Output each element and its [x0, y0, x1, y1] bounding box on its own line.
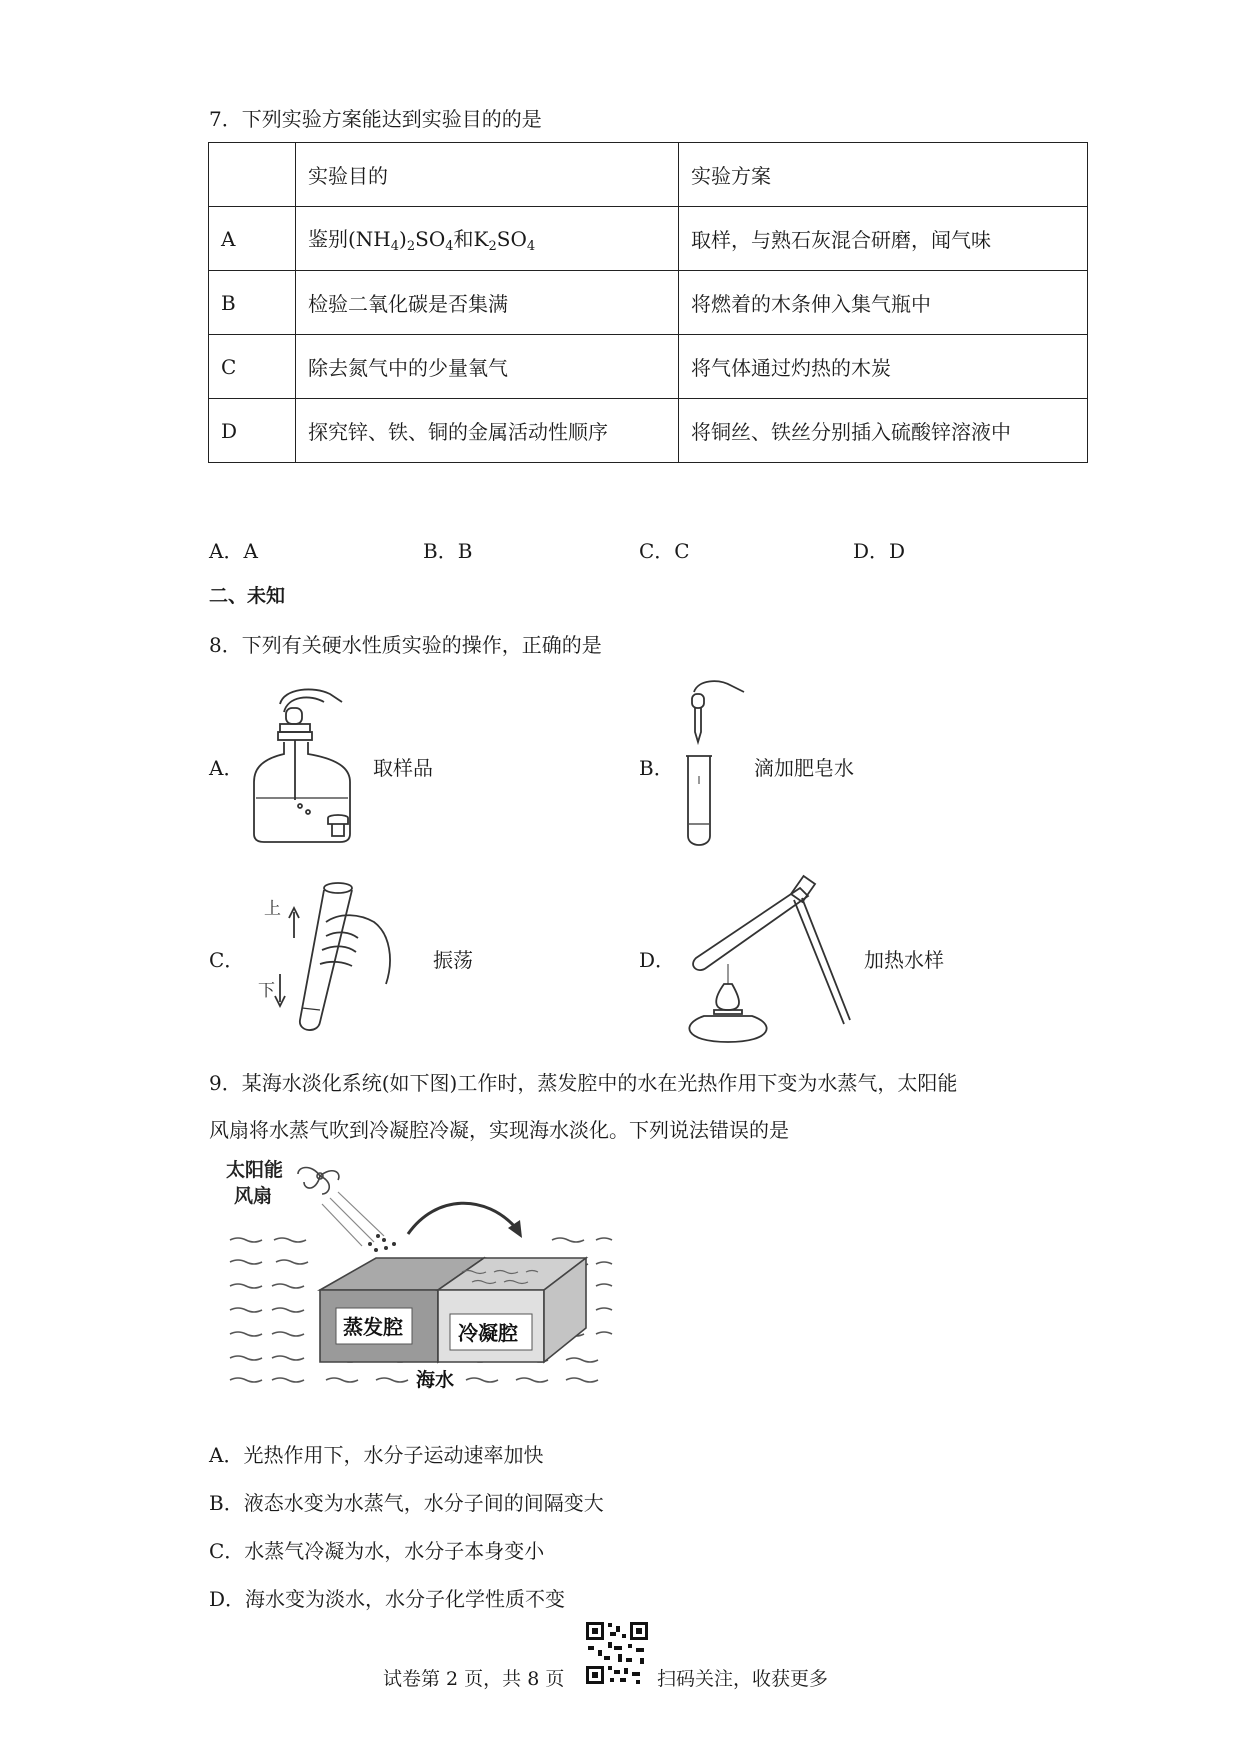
- row-label: C: [209, 335, 296, 399]
- row-label: A: [209, 207, 296, 271]
- alcohol-lamp-heating-icon: [684, 874, 854, 1044]
- section-heading: 二、未知: [209, 585, 286, 607]
- row-plan: 将气体通过灼热的木炭: [679, 335, 1088, 399]
- q7-option-c[interactable]: C．C: [639, 539, 690, 563]
- row-purpose: 探究锌、铁、铜的金属活动性顺序: [296, 399, 679, 463]
- q8-option-b-letter[interactable]: B．: [639, 756, 674, 780]
- page-number: 试卷第 2 页，共 8 页: [383, 1668, 565, 1690]
- test-tube-dropper-icon: [674, 676, 754, 856]
- q8-option-c-caption: 振荡: [433, 948, 473, 972]
- desalination-diagram: [226, 1158, 626, 1396]
- shake-up-label: 上: [264, 899, 281, 919]
- question-9-stem-line2: 风扇将水蒸气吹到冷凝腔冷凝，实现海水淡化。下列说法错误的是: [209, 1118, 789, 1142]
- table-row: [209, 399, 1088, 463]
- qr-caption: 扫码关注，收获更多: [657, 1668, 829, 1690]
- table-header-plan: 实验方案: [679, 143, 1088, 207]
- q8-option-d-caption: 加热水样: [864, 948, 944, 972]
- table-row: [209, 271, 1088, 335]
- fan-label-line2: 风扇: [234, 1185, 273, 1207]
- question-7-stem: 7．下列实验方案能达到实验目的的是: [209, 107, 542, 131]
- question-9-stem-line1: 9．某海水淡化系统(如下图)工作时，蒸发腔中的水在光热作用下变为水蒸气，太阳能: [209, 1071, 958, 1095]
- q9-option-b[interactable]: B．液态水变为水蒸气，水分子间的间隔变大: [209, 1491, 604, 1515]
- table-row: [209, 207, 1088, 271]
- q8-option-d-letter[interactable]: D．: [639, 948, 676, 972]
- condensation-chamber-label: 冷凝腔: [458, 1321, 518, 1345]
- row-purpose: 检验二氧化碳是否集满: [296, 271, 679, 335]
- q9-option-c[interactable]: C．水蒸气冷凝为水，水分子本身变小: [209, 1539, 545, 1563]
- row-plan: 将燃着的木条伸入集气瓶中: [679, 271, 1088, 335]
- evaporation-chamber-label: 蒸发腔: [343, 1315, 403, 1339]
- row-plan: 取样，与熟石灰混合研磨，闻气味: [679, 207, 1088, 271]
- table-row: [209, 335, 1088, 399]
- q8-option-c-letter[interactable]: C．: [209, 948, 245, 972]
- q7-option-b[interactable]: B．B: [423, 539, 473, 563]
- table-header-purpose: 实验目的: [296, 143, 679, 207]
- row-label: B: [209, 271, 296, 335]
- row-plan: 将铜丝、铁丝分别插入硫酸锌溶液中: [679, 399, 1088, 463]
- q7-option-a[interactable]: A．A: [209, 539, 258, 563]
- experiment-table: [208, 142, 1088, 463]
- row-label: D: [209, 399, 296, 463]
- q7-option-d[interactable]: D．D: [853, 539, 906, 563]
- fan-label-line1: 太阳能: [226, 1159, 284, 1181]
- q8-option-a-letter[interactable]: A．: [209, 756, 244, 780]
- dropper-bottle-icon: [244, 682, 374, 852]
- row-purpose: 除去氮气中的少量氧气: [296, 335, 679, 399]
- q9-option-d[interactable]: D．海水变为淡水，水分子化学性质不变: [209, 1587, 566, 1611]
- row-purpose: 鉴别$(NH_4)_2SO_4$和$K_2SO_4$: [296, 207, 679, 271]
- q8-option-a-caption: 取样品: [373, 756, 433, 780]
- shake-down-label: 下: [258, 981, 275, 1001]
- q9-option-a[interactable]: A．光热作用下，水分子运动速率加快: [209, 1443, 544, 1467]
- seawater-label: 海水: [416, 1369, 455, 1391]
- qr-code-icon: [584, 1620, 650, 1686]
- table-header-row: [209, 143, 1088, 207]
- shaking-test-tube-icon: [256, 878, 406, 1033]
- table-header-cell: [209, 143, 296, 207]
- question-8-stem: 8．下列有关硬水性质实验的操作，正确的是: [209, 633, 602, 657]
- q8-option-b-caption: 滴加肥皂水: [754, 756, 854, 780]
